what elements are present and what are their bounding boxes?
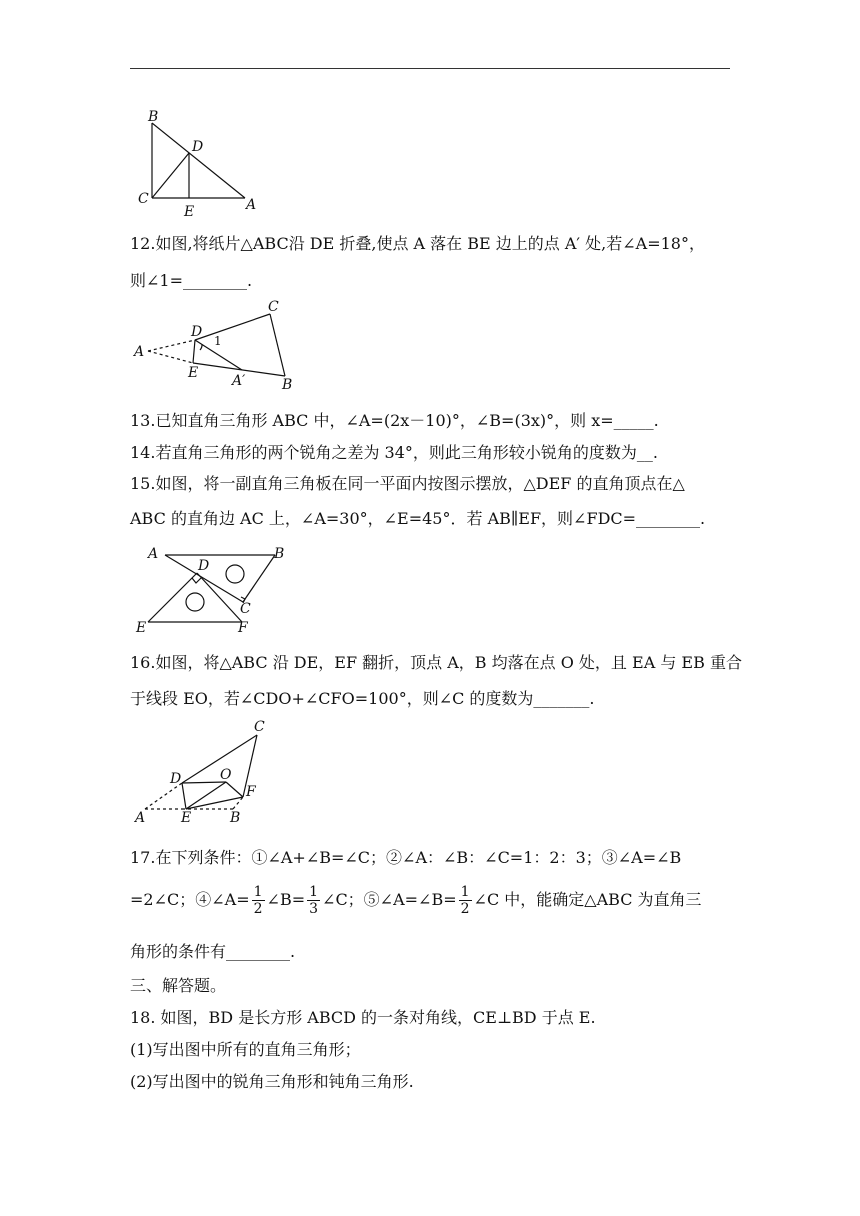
q13: 13.已知直角三角形 ABC 中，∠A=(2x－10)°，∠B=(3x)°，则 x=_____. [130, 411, 659, 430]
q15-line2: ABC 的直角边 AC 上，∠A=30°，∠E=45°．若 AB∥EF，则∠FDC=________. [130, 509, 706, 528]
figure-q11 [130, 105, 270, 220]
figure-q15 [130, 540, 290, 635]
q17-line1: 17.在下列条件：①∠A+∠B=∠C；②∠A：∠B：∠C=1：2：3；③∠A=∠B [130, 848, 682, 867]
label-D: D [192, 139, 204, 155]
label-E: E [136, 620, 147, 636]
label-O: O [220, 767, 232, 783]
label-C: C [254, 719, 265, 735]
header-rule [130, 68, 730, 69]
label-F: F [246, 784, 256, 800]
q18-part1: (1)写出图中所有的直角三角形； [130, 1040, 361, 1059]
label-A: A [246, 197, 257, 213]
label-B: B [148, 109, 159, 125]
label-B: B [282, 377, 293, 393]
q12-line2: 则∠1=________. [130, 271, 253, 290]
figure-q16 [130, 715, 280, 830]
label-1: 1 [214, 334, 222, 348]
q16-line1: 16.如图，将△ABC 沿 DE，EF 翻折，顶点 A，B 均落在点 O 处，且 EA 与 EB 重合 [130, 653, 742, 672]
fraction-one-third: $\frac{1}{3}$ [309, 884, 319, 917]
q14: 14.若直角三角形的两个锐角之差为 34°，则此三角形较小锐角的度数为__. [130, 443, 658, 462]
q17-line2-b: ∠B= [266, 890, 306, 909]
q12-line1: 12.如图,将纸片△ABC沿 DE 折叠,使点 A 落在 BE 边上的点 A′ 处,若∠A=18°， [130, 234, 705, 253]
label-A-prime: A′ [232, 373, 246, 389]
section-title: 三、解答题。 [130, 976, 227, 995]
label-E: E [181, 810, 192, 826]
q18-part2: (2)写出图中的锐角三角形和钝角三角形. [130, 1072, 414, 1091]
label-D: D [170, 771, 182, 787]
label-D: D [198, 558, 210, 574]
label-A: A [148, 546, 159, 562]
label-B: B [230, 810, 241, 826]
label-F: F [238, 620, 248, 636]
label-E: E [184, 204, 195, 220]
label-A: A [135, 810, 146, 826]
fraction-one-half: $\frac{1}{2}$ [253, 884, 263, 917]
q17-line3: 角形的条件有________. [130, 942, 296, 961]
q17-line2-a: =2∠C；④∠A= [130, 890, 250, 909]
q18-line1: 18. 如图，BD 是长方形 ABCD 的一条对角线，CE⊥BD 于点 E. [130, 1008, 596, 1027]
label-E: E [188, 365, 199, 381]
q15-line1: 15.如图，将一副直角三角板在同一平面内按图示摆放，△DEF 的直角顶点在△ [130, 474, 685, 493]
fraction-one-half-2: $\frac{1}{2}$ [460, 884, 470, 917]
q16-line2: 于线段 EO，若∠CDO+∠CFO=100°，则∠C 的度数为_______. [130, 689, 595, 708]
q17-line2-d: ∠C 中，能确定△ABC 为直角三 [473, 890, 702, 909]
label-B: B [274, 546, 285, 562]
q17-line2 [130, 882, 702, 918]
label-D: D [191, 324, 203, 340]
label-C: C [240, 601, 251, 617]
figure-q12 [130, 300, 305, 395]
label-C: C [138, 191, 149, 207]
q17-line2-c: ∠C；⑤∠A=∠B= [322, 890, 457, 909]
label-C: C [268, 299, 279, 315]
label-A: A [134, 344, 145, 360]
